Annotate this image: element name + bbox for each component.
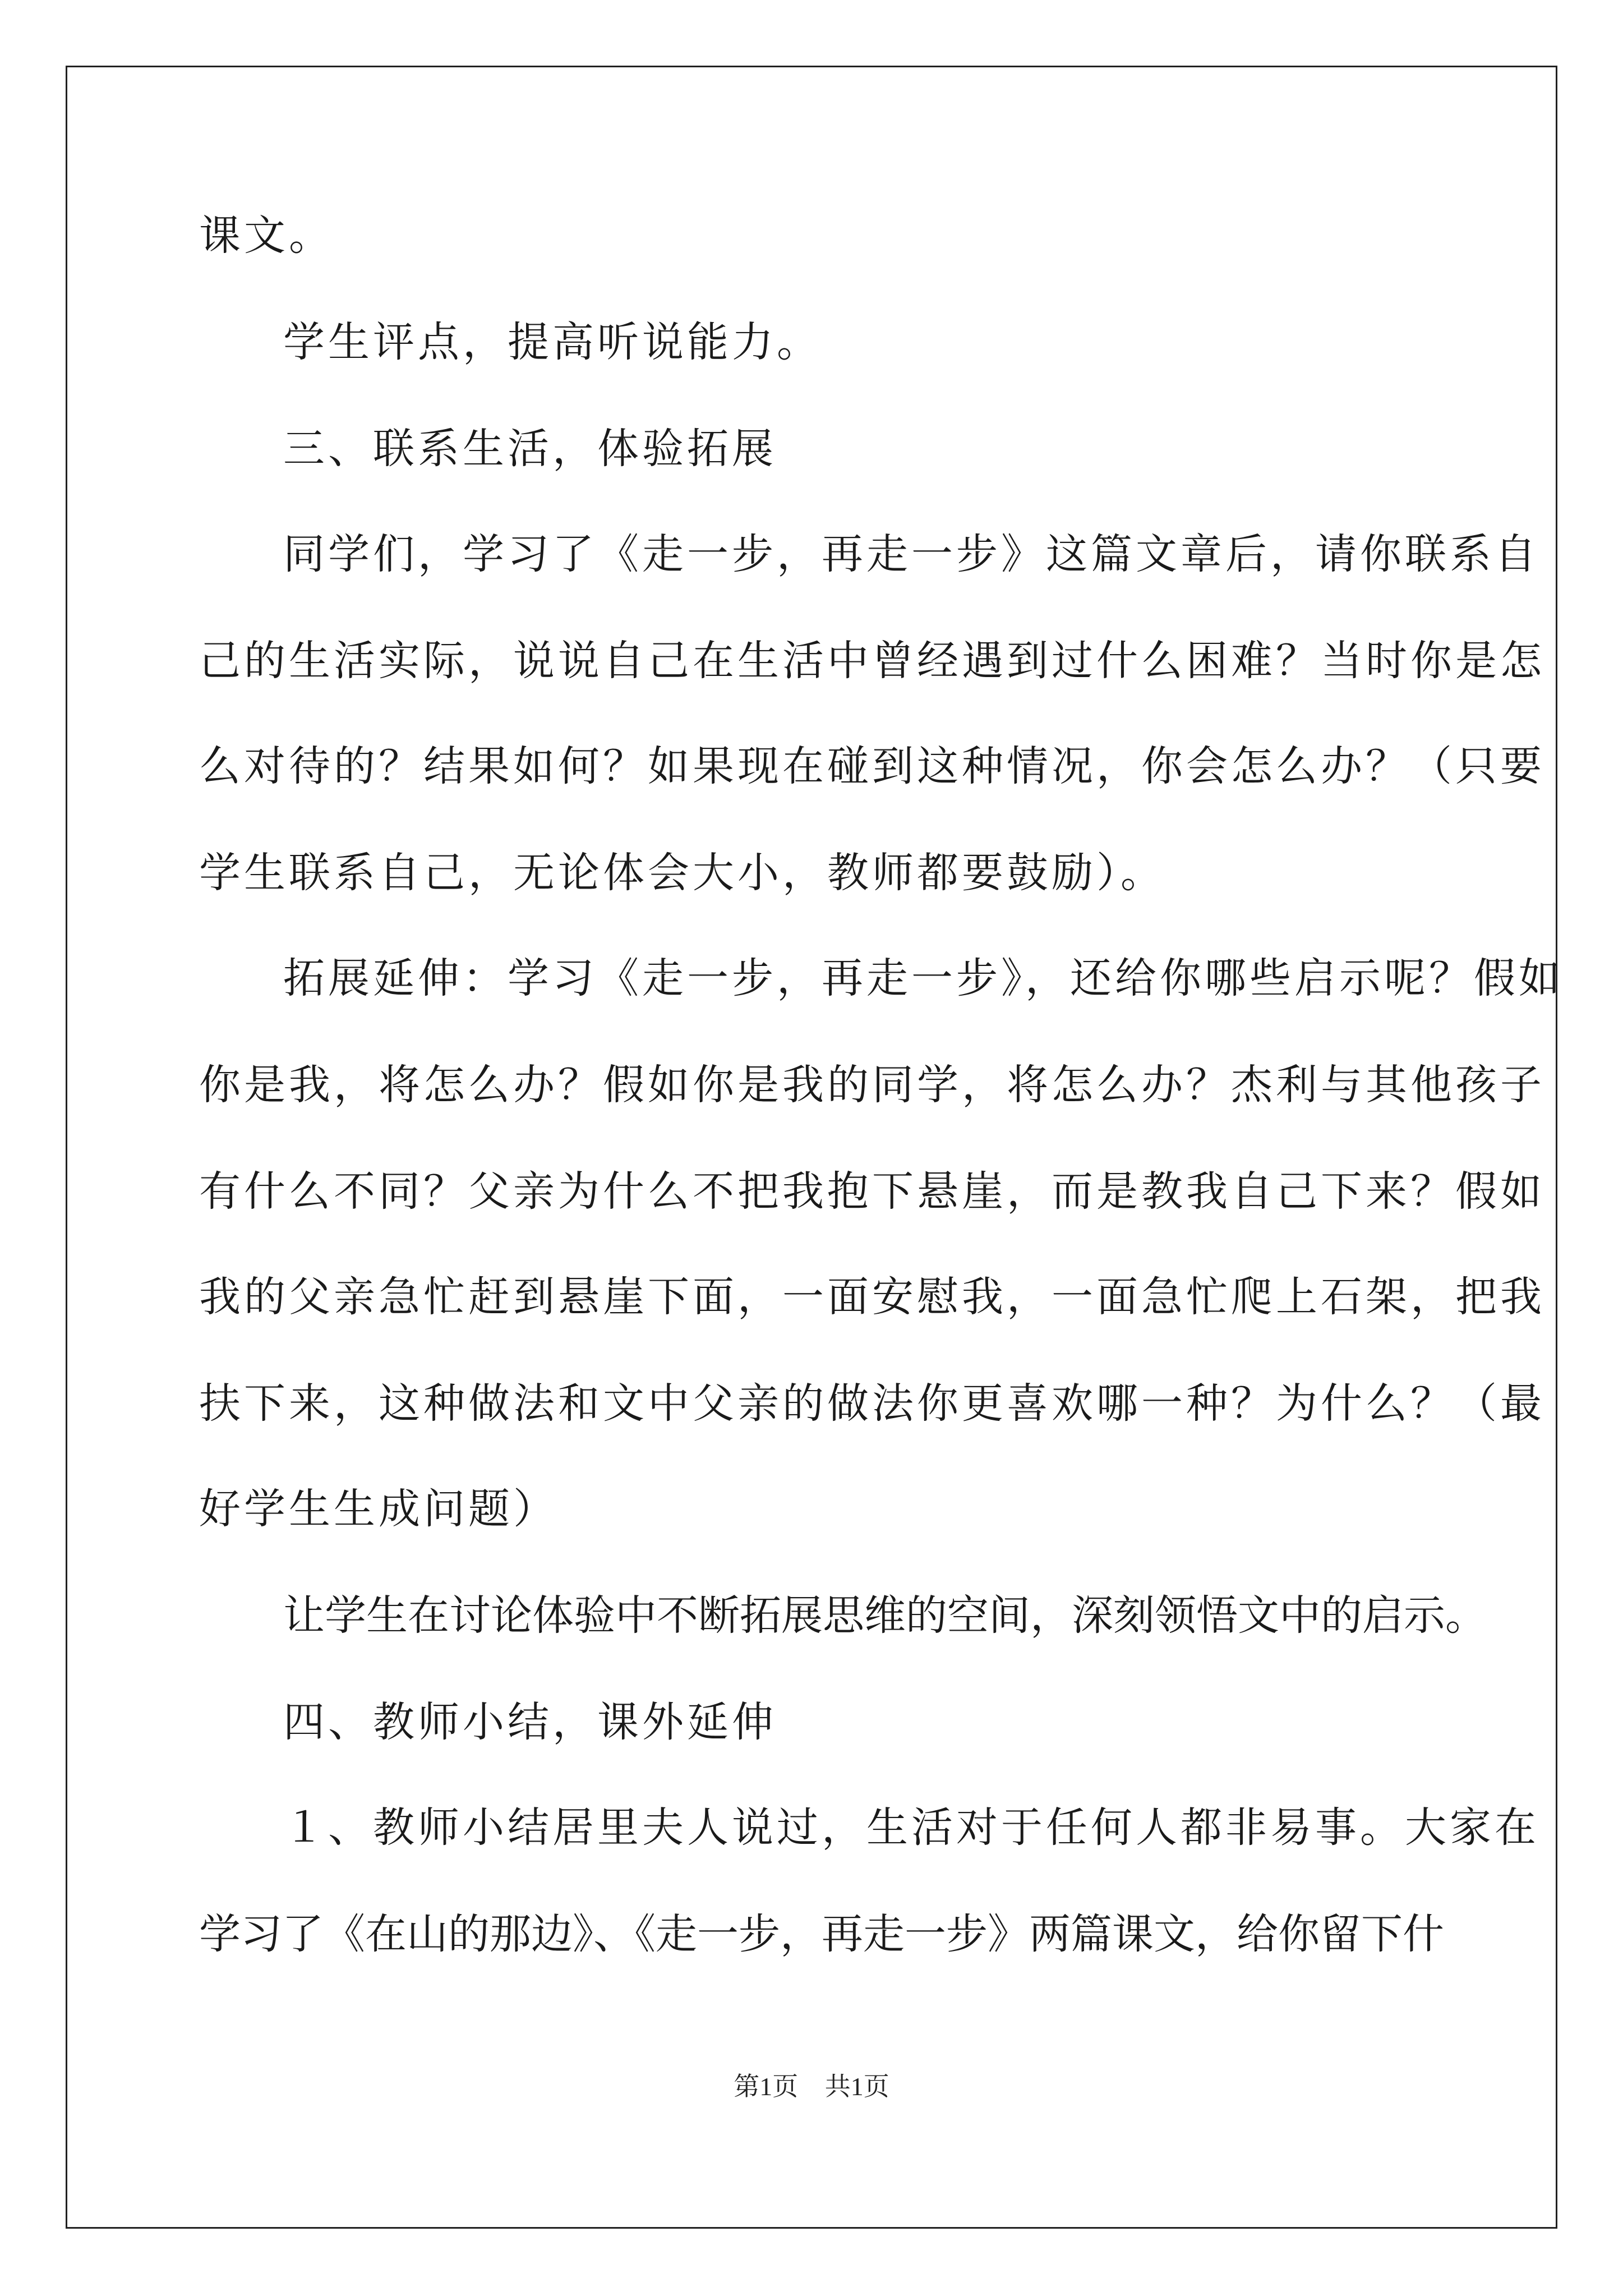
page-footer [0,2070,1623,2104]
text-line: 让学生在讨论体验中不断拓展思维的空间，深刻领悟文中的启示。 [283,1591,1487,1640]
text-line: 我的父亲急忙赶到悬崖下面，一面安慰我，一面急忙爬上石架，把我 [199,1273,1545,1321]
text-line: 好学生生成问题） [199,1485,558,1533]
text-line: 己的生活实际，说说自己在生活中曾经遇到过什么困难？当时你是怎 [199,637,1545,685]
text-line: １、教师小结居里夫人说过，生活对于任何人都非易事。大家在 [283,1803,1539,1852]
text-line: 同学们，学习了《走一步，再走一步》这篇文章后，请你联系自 [283,530,1539,578]
text-line: 学生评点，提高听说能力。 [283,318,822,366]
page-total: 共1页 [824,2072,889,2101]
section-heading: 四、教师小结，课外延伸 [283,1698,777,1746]
section-heading: 三、联系生活，体验拓展 [283,425,777,473]
text-line: 拓展延伸：学习《走一步，再走一步》，还给你哪些启示呢？假如 [283,954,1564,1002]
text-line: 扶下来，这种做法和文中父亲的做法你更喜欢哪一种？为什么？（最 [199,1379,1545,1428]
text-line: 么对待的？结果如何？如果现在碰到这种情况，你会怎么办？（只要 [199,742,1545,790]
page-border [66,66,1557,2229]
text-line: 你是我，将怎么办？假如你是我的同学，将怎么办？杰利与其他孩子 [199,1061,1545,1109]
text-line: 学生联系自己，无论体会大小，教师都要鼓励）。 [199,849,1165,897]
text-line: 课文。 [199,211,334,260]
text-line: 学习了《在山的那边》、《走一步，再走一步》两篇课文，给你留下什 [199,1910,1444,1958]
text-line: 有什么不同？父亲为什么不把我抱下悬崖，而是教我自己下来？假如 [199,1167,1545,1216]
page-number: 第1页 [734,2072,799,2101]
